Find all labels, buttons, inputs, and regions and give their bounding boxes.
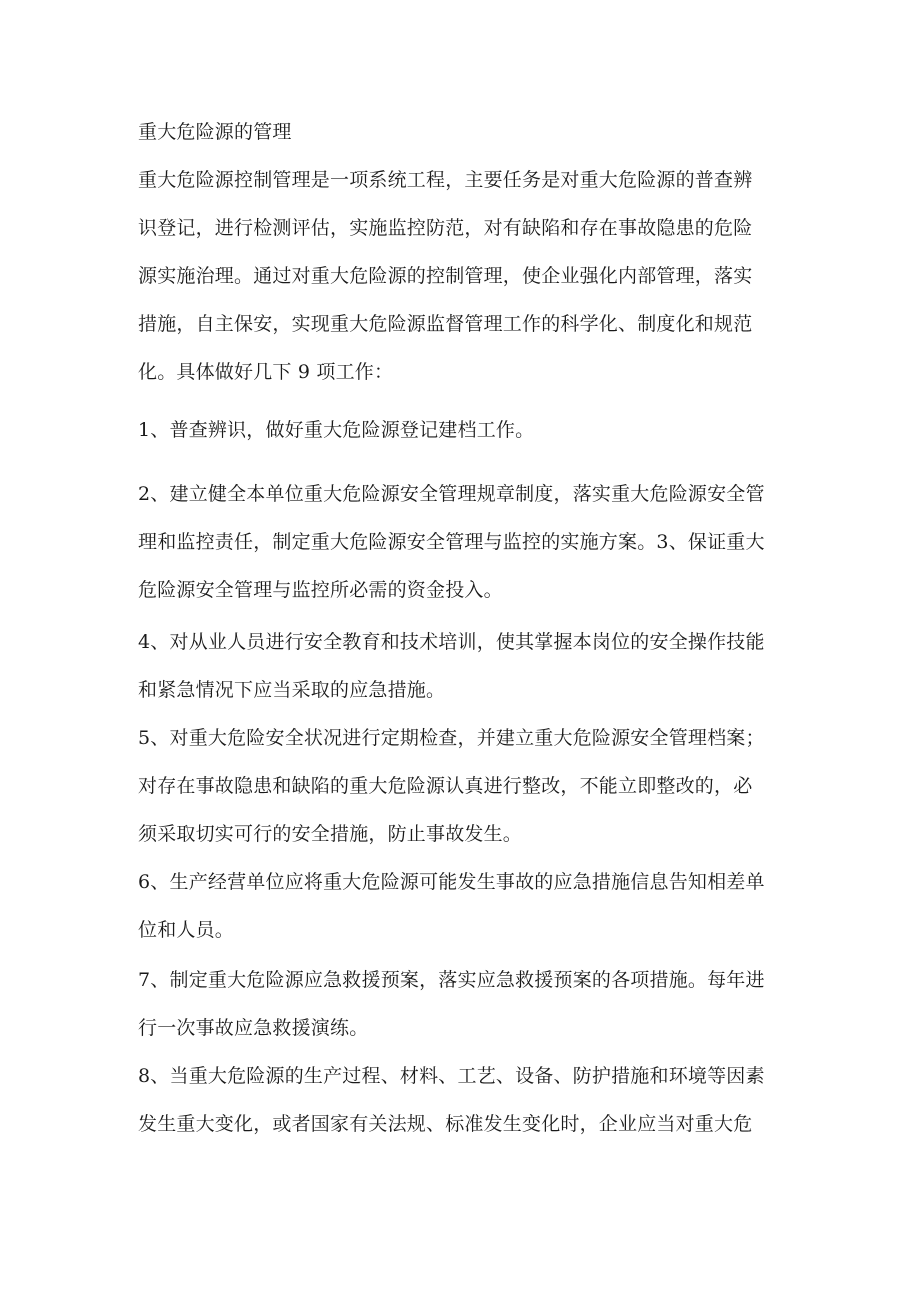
item-7-line-2: 行一次事故应急救援演练。: [138, 1017, 369, 1039]
intro-line-2: 识登记，进行检测评估，实施监控防范，对有缺陷和存在事故隐患的危险: [138, 217, 753, 239]
item-2-line-3: 危险源安全管理与监控所必需的资金投入。: [138, 579, 503, 601]
item-6-line-1: 6、生产经营单位应将重大危险源可能发生事故的应急措施信息告知相差单: [138, 871, 765, 893]
item-2-line-2: 理和监控责任，制定重大危险源安全管理与监控的实施方案。3、保证重大: [138, 531, 765, 553]
intro-line-5: 化。具体做好几下 9 项工作：: [138, 361, 394, 383]
document-title: 重大危险源的管理: [138, 121, 292, 143]
item-4-line-1: 4、对从业人员进行安全教育和技术培训，使其掌握本岗位的安全操作技能: [138, 631, 765, 653]
item-8-line-1: 8、当重大危险源的生产过程、材料、工艺、设备、防护措施和环境等因素: [138, 1065, 765, 1087]
item-1-line-1: 1、普查辨识，做好重大危险源登记建档工作。: [138, 419, 535, 441]
item-5-line-3: 须采取切实可行的安全措施，防止事故发生。: [138, 823, 523, 845]
intro-line-1: 重大危险源控制管理是一项系统工程，主要任务是对重大危险源的普查辨: [138, 169, 753, 191]
item-5-line-2: 对存在事故隐患和缺陷的重大危险源认真进行整改，不能立即整改的，必: [138, 775, 753, 797]
intro-line-3: 源实施治理。通过对重大危险源的控制管理，使企业强化内部管理，落实: [138, 265, 753, 287]
item-2-line-1: 2、建立健全本单位重大危险源安全管理规章制度，落实重大危险源安全管: [138, 483, 765, 505]
item-5-line-1: 5、对重大危险安全状况进行定期检查，并建立重大危险源安全管理档案；: [138, 727, 765, 749]
intro-line-4: 措施，自主保安，实现重大危险源监督管理工作的科学化、制度化和规范: [138, 313, 753, 335]
item-7-line-1: 7、制定重大危险源应急救援预案，落实应急救援预案的各项措施。每年进: [138, 969, 765, 991]
item-6-line-2: 位和人员。: [138, 919, 235, 941]
item-8-line-2: 发生重大变化，或者国家有关法规、标准发生变化时，企业应当对重大危: [138, 1113, 753, 1135]
item-4-line-2: 和紧急情况下应当采取的应急措施。: [138, 679, 446, 701]
